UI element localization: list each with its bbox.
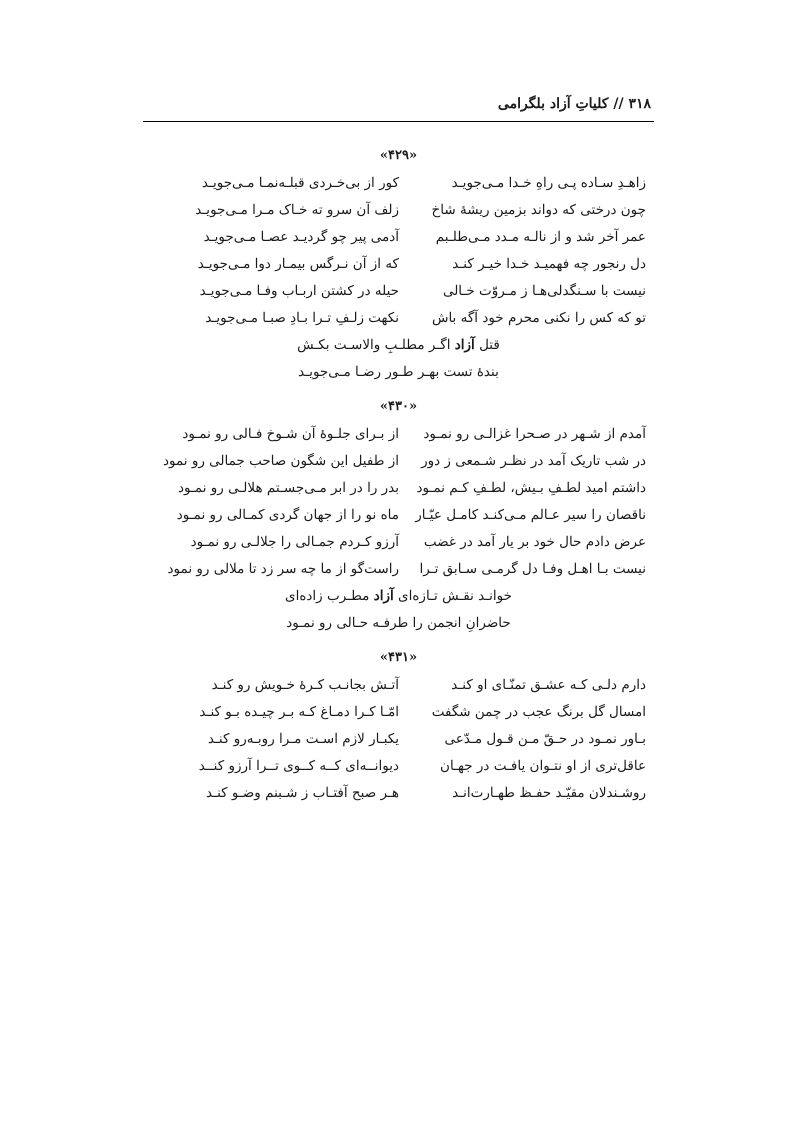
hemistich-second: دیوانــه‌ای کــه کــوی تــرا آرزو کنــد	[198, 758, 399, 774]
hemistich-first: در شب تاریک آمد در نظـر شـمعی ز دور	[421, 453, 646, 469]
poem-430	[143, 397, 654, 637]
poem-431	[143, 648, 654, 807]
hemistich-first: عمر آخر شد و از نالـه مـدد مـی‌طلـبم	[435, 229, 646, 245]
hemistich-second: راست‌گو از ما چه سر زد تا ملالی رو نمود	[167, 561, 399, 577]
couplet	[143, 475, 654, 502]
couplet	[143, 780, 654, 807]
poem-number: «۴۲۹»	[379, 148, 418, 163]
hemistich-second: امّـا کـرا دمـاغ کـه بـر چیـده بـو کنـد	[199, 704, 399, 720]
hemistich-first: بـاور نمـود در حـقّ مـن قـول مـدّعی	[444, 731, 646, 747]
hemistich-first: داشتم امید لطـفِ بـیش، لطـفِ کـم نمـود	[416, 480, 646, 496]
closing-line: قتل آزاد اگـر مطلـبِ والاسـت بکـش	[297, 337, 500, 353]
couplet	[143, 305, 654, 332]
hemistich-second: نکهت زلـفِ تـرا بـادِ صبـا مـی‌جویـد	[205, 310, 399, 326]
hemistich-second: بدر را در ابر مـی‌جسـتم هلالـی رو نمـود	[177, 480, 399, 496]
hemistich-first: دارم دلـی کـه عشـق تمنّـای او کنـد	[451, 677, 646, 693]
hemistich-second: آدمی پیر چو گردیـد عصـا مـی‌جویـد	[203, 229, 399, 245]
couplet	[143, 672, 654, 699]
couplet	[143, 556, 654, 583]
couplet	[143, 421, 654, 448]
couplet	[143, 502, 654, 529]
hemistich-second: از طفیل این شگون صاحب جمالی رو نمود	[162, 453, 399, 469]
hemistich-first: آمدم از شـهر در صـحرا غزالـی رو نمـود	[423, 426, 646, 442]
couplet	[143, 197, 654, 224]
hemistich-first: امسال گل برنگ عجب در چمن شگفت	[431, 704, 646, 720]
closing-line: بندهٔ تست بهـر طـور رضـا مـی‌جویـد	[298, 364, 499, 380]
hemistich-first: روشـندلان مقیّـد حفـظ طهـارت‌انـد	[452, 785, 646, 801]
hemistich-first: ناقصان را سیر عـالم مـی‌کنـد کامـل عیّـار	[415, 507, 646, 523]
couplet	[143, 224, 654, 251]
hemistich-first: نیست بـا اهـل وفـا دل گرمـی سـابق تـرا	[419, 561, 646, 577]
couplet	[143, 529, 654, 556]
hemistich-second: از بـرای جلـوهٔ آن شـوخ فـالی رو نمـود	[182, 426, 399, 442]
couplet	[143, 448, 654, 475]
running-header	[143, 96, 651, 112]
hemistich-first: زاهـدِ سـاده پـی راهِ خـدا مـی‌جویـد	[451, 175, 646, 191]
hemistich-second: حیله در کشتن اربـاب وفـا مـی‌جویـد	[199, 283, 399, 299]
closing-line: حاضرانِ انجمن را طرفـه حـالی رو نمـود	[286, 615, 511, 631]
header-divider	[143, 121, 654, 122]
couplet	[143, 726, 654, 753]
hemistich-second: آرزو کـردم جمـالی را جلالـی رو نمـود	[190, 534, 399, 550]
hemistich-second: یکبـار لازم اسـت مـرا روبـه‌رو کنـد	[207, 731, 399, 747]
poet-name: آزاد	[373, 588, 394, 604]
hemistich-second: زلف آن سرو ته خـاک مـرا مـی‌جویـد	[195, 202, 399, 218]
hemistich-second: هـر صبح آفتـاب ز شـبنم وضـو کنـد	[206, 785, 399, 801]
couplet	[143, 170, 654, 197]
hemistich-second: ماه نو را از جهان گردی کمـالی رو نمـود	[176, 507, 399, 523]
poet-name: آزاد	[454, 337, 475, 353]
couplet	[143, 753, 654, 780]
poem-number: «۴۳۱»	[379, 650, 418, 665]
couplet	[143, 699, 654, 726]
hemistich-first: دل رنجور چه فهمیـد خـدا خیـر کنـد	[452, 256, 646, 272]
hemistich-second: کور از بی‌خـردی قبلـه‌نمـا مـی‌جویـد	[201, 175, 399, 191]
hemistich-first: عاقل‌تری از او نتـوان یافـت در جهـان	[440, 758, 646, 774]
poem-429	[143, 146, 654, 386]
hemistich-first: تو که کس را نکنی محرم خود آگه باش	[431, 310, 646, 326]
closing-line: خوانـد نقـش تـازه‌ای آزاد مطـرب زاده‌ای	[285, 588, 512, 604]
couplet	[143, 251, 654, 278]
running-title: ۳۱۸ // کلیاتِ آزاد بلگرامی	[497, 96, 651, 112]
poem-number: «۴۳۰»	[379, 399, 418, 414]
hemistich-second: آتـش بجانـب کـرهٔ خـویش رو کنـد	[211, 677, 399, 693]
hemistich-second: که از آن نـرگس بیمـار دوا مـی‌جویـد	[197, 256, 399, 272]
hemistich-first: نیست با سـنگدلی‌هـا ز مـروّت خـالی	[442, 283, 646, 299]
couplet	[143, 278, 654, 305]
hemistich-first: عرض دادم حال خود بر یار آمد در غضب	[423, 534, 646, 550]
hemistich-first: چون درختی که دواند بزمین ریشهٔ شاخ	[431, 202, 646, 218]
